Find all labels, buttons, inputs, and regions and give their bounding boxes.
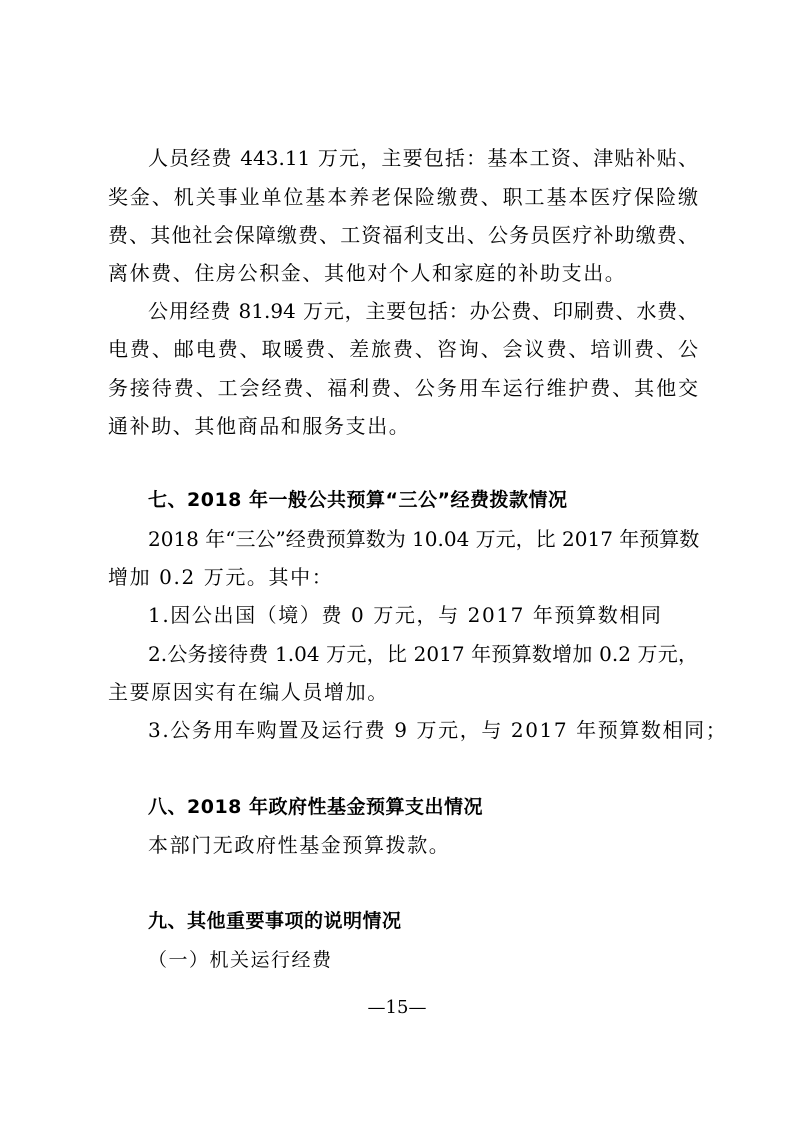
public-line-2: 电费、邮电费、取暖费、差旅费、咨询、会议费、培训费、公: [108, 337, 698, 361]
section-9-heading: 九、其他重要事项的说明情况: [148, 910, 402, 932]
section-7-line-3: 1.因公出国（境）费 0 万元，与 2017 年预算数相同: [148, 603, 663, 627]
section-7-line-2: 增加 0.2 万元。其中：: [108, 565, 334, 589]
section-9-subheading: （一）机关运行经费: [148, 949, 333, 971]
personnel-line-1: 人员经费 443.11 万元，主要包括：基本工资、津贴补贴、: [148, 146, 698, 170]
section-7-line-4: 2.公务接待费 1.04 万元，比 2017 年预算数增加 0.2 万元，: [148, 642, 698, 666]
personnel-line-3: 费、其他社会保障缴费、工资福利支出、公务员医疗补助缴费、: [108, 223, 698, 247]
public-line-1: 公用经费 81.94 万元，主要包括：办公费、印刷费、水费、: [148, 299, 698, 323]
public-line-4: 通补助、其他商品和服务支出。: [108, 414, 411, 438]
personnel-line-4: 离休费、住房公积金、其他对个人和家庭的补助支出。: [108, 261, 627, 285]
section-8-heading: 八、2018 年政府性基金预算支出情况: [148, 796, 483, 818]
section-7-line-5: 主要原因实有在编人员增加。: [108, 680, 389, 704]
section-8-line: 本部门无政府性基金预算拨款。: [148, 833, 451, 857]
section-7-line-1: 2018 年“三公”经费预算数为 10.04 万元，比 2017 年预算数: [148, 527, 700, 551]
public-line-3: 务接待费、工会经费、福利费、公务用车运行维护费、其他交: [108, 376, 698, 400]
page-number: —15—: [367, 997, 427, 1018]
personnel-line-2: 奖金、机关事业单位基本养老保险缴费、职工基本医疗保险缴: [108, 185, 698, 209]
section-7-line-6: 3.公务用车购置及运行费 9 万元，与 2017 年预算数相同；: [148, 718, 728, 742]
section-7-heading: 七、2018 年一般公共预算“三公”经费拨款情况: [148, 489, 568, 511]
